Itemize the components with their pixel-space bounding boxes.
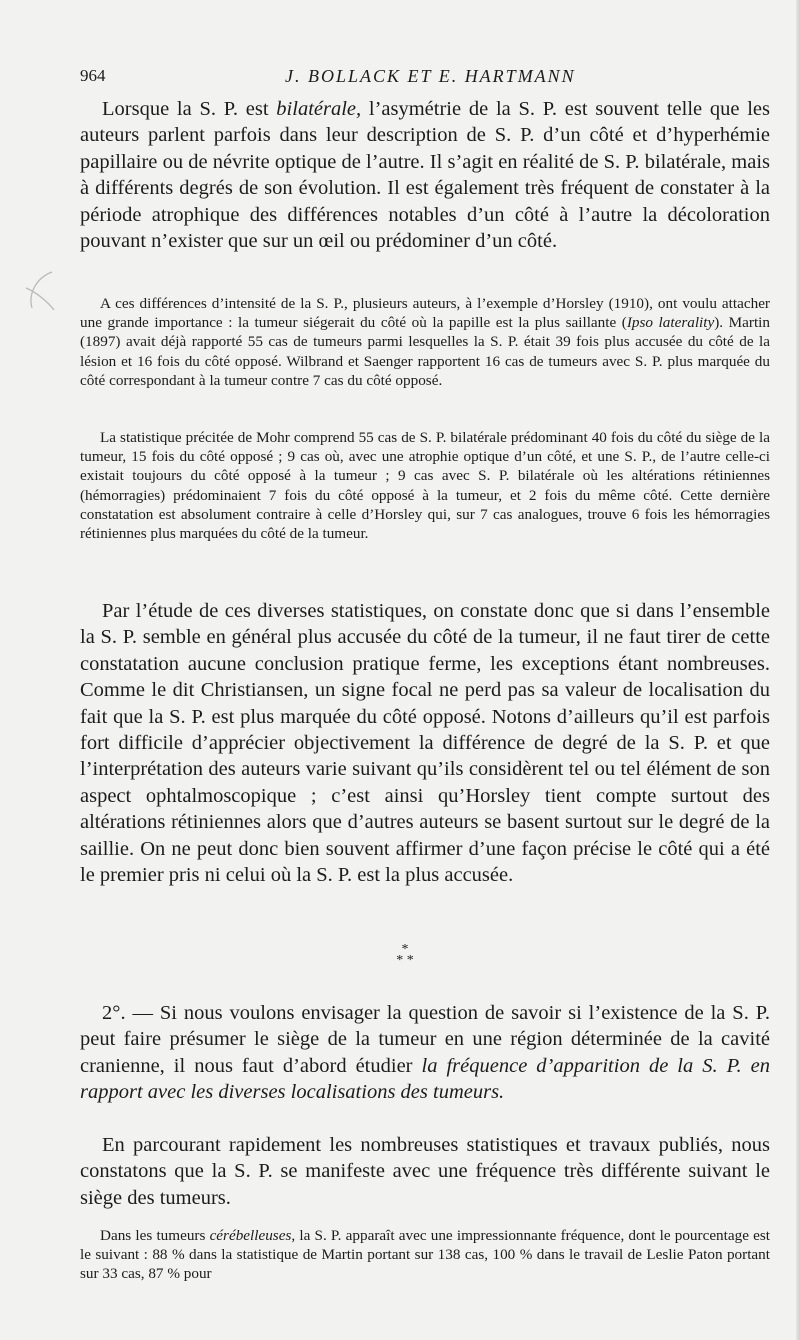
note-horsley: A ces différences d’intensité de la S. P., plusieurs auteurs, à l’exemple d’Horsley (1910), ont voulu attacher une grande importance : la tumeur siégerait du côté où la papille est la plus saillante (Ipso laterality). Martin (1897) avait déjà rapporté 55 cas de tumeurs parmi lesquelles la S. P. était 39 fois plus accusée du côté de la lésion et 16 fois du côté opposé. Wilbrand et Saenger rapportent 16 cas de tumeurs avec S. P. plus marquée du côté correspondant à la tumeur contre 7 cas du côté opposé. bbox=[80, 295, 770, 389]
note-cerebelleuses: Dans les tumeurs cérébelleuses, la S. P. apparaît avec une impressionnante fréquence, dont le pourcentage est le suivant : 88 % dans la statistique de Martin portant sur 138 cas, 100 % dans le travail de Leslie Paton portant sur 33 cas, 87 % pour bbox=[80, 1227, 771, 1283]
pencil-margin-mark bbox=[22, 268, 58, 314]
paragraph-bilaterale: Lorsque la S. P. est bilatérale, l’asymétrie de la S. P. est souvent telle que les auteurs parlent parfois dans leur description de S. P. d’un côté et d’hyperhémie papillaire ou de névrite optique de l’autre. Il s’agit en réalité de S. P. bilatérale, mais à différents degrés de son évolution. Il est également très fréquent de constater à la période atrophique des différences notables d’un côté à l’autre la décoloration pouvant n’exister que sur un œil ou prédominer d’un côté. bbox=[80, 98, 770, 253]
note-mohr: La statistique précitée de Mohr comprend 55 cas de S. P. bilatérale prédominant 40 fois du côté du siège de la tumeur, 15 fois du côté opposé ; 9 cas où, avec une atrophie optique d’un côté, et une S. P., de l’autre celle-ci existait toujours du côté opposé à la tumeur ; 9 cas avec S. P. bilatérale où les altérations rétiniennes (hémorragies) prédominaient 7 fois du côté opposé à la tumeur, et 2 fois du même côté. Cette dernière constatation est absolument contraire à celle d’Horsley qui, sur 7 cas analogues, trouve 6 fois les hémorragies rétiniennes plus marquées du côté de la tumeur. bbox=[80, 429, 770, 543]
page-header bbox=[80, 66, 770, 90]
page-number: 964 bbox=[80, 66, 106, 85]
running-head: J. BOLLACK ET E. HARTMANN bbox=[285, 66, 576, 86]
paragraph-statistiques: Par l’étude de ces diverses statistiques, on constate donc que si dans l’ensemble la S. P. semble en général plus accusée du côté de la tumeur, il ne faut tirer de cette constatation aucune conclusion pratique ferme, les exceptions étant nombreuses. Comme le dit Christiansen, un signe focal ne perd pas sa valeur de localisation du fait que la S. P. est plus marquée du côté opposé. Notons d’ailleurs qu’il est parfois fort difficile d’apprécier objectivement la différence de degré de la S. P. et que l’interprétation des auteurs varie suivant qu’ils considèrent tel ou tel élément de son aspect ophtalmoscopique ; c’est ainsi qu’Horsley tient compte surtout des altérations rétiniennes alors que d’autres auteurs se basent surtout sur le degré de la saillie. On ne peut donc bien souvent affirmer d’une façon précise le côté qui a été le premier pris ni celui où la S. P. est la plus accusée. bbox=[80, 600, 770, 887]
page-edge bbox=[796, 0, 800, 1340]
paragraph-parcourant: En parcourant rapidement les nombreuses statistiques et travaux publiés, nous constatons que la S. P. se manifeste avec une fréquence très différente suivant le siège des tumeurs. bbox=[80, 1134, 770, 1209]
paragraph-section-2: 2°. — Si nous voulons envisager la question de savoir si l’existence de la S. P. peut faire présumer le siège de la tumeur en une région déterminée de la cavité cranienne, il nous faut d’abord étudier la fréquence d’apparition de la S. P. en rapport avec les diverses localisations des tumeurs. bbox=[80, 1002, 771, 1104]
section-asterism: * * * bbox=[396, 942, 414, 968]
